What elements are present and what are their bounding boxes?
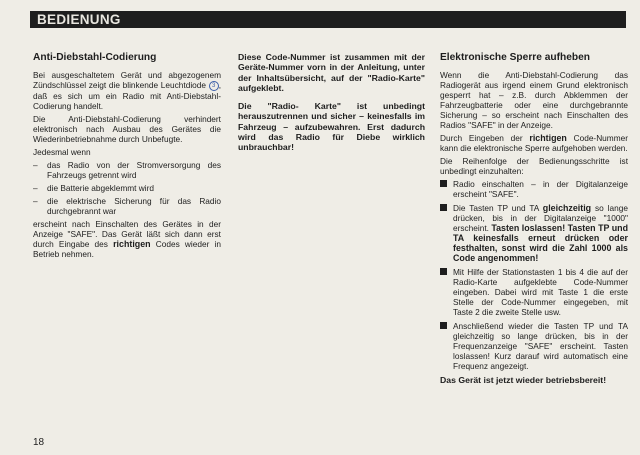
enter-code-text-b: Code-Nummer kann die elektronische Sperre aufgehoben werden. bbox=[440, 133, 628, 153]
step-text: Radio einschalten – in der Digitalanzeige erscheint "SAFE". bbox=[453, 179, 628, 199]
paragraph-ready: Das Gerät ist jetzt wieder betriebsbereit! bbox=[440, 375, 607, 385]
paragraph-locked: Wenn die Anti-Diebstahl-Codierung das Radiogerät aus irgend einem Grund elektronisch gesperrt hat – z.B. durch Abklemmen der Fahrzeugbatterie oder eine durchgebrannte Sicherung – so erscheint nach Einschalten des Radios "SAFE" in der Anzeige. bbox=[440, 70, 628, 130]
paragraph-every-time: Jedesmal wenn bbox=[33, 146, 91, 157]
dash-marker: – bbox=[33, 182, 38, 193]
step-item bbox=[440, 203, 628, 263]
list-item-text: die elektrische Sicherung für das Radio durchgebrannt war bbox=[47, 195, 221, 216]
step-text: Mit Hilfe der Stationstasten 1 bis 4 die auf der Radio-Karte aufgeklebte Code-Nummer eingeben. Dabei wird mit Taste 1 die erste Stelle der Code-Nummer eingegeben, mit Taste 2 die zweite Stelle usw. bbox=[453, 267, 628, 317]
enter-code-bold: richtigen bbox=[529, 133, 567, 143]
list-item bbox=[33, 183, 221, 193]
heading-unlock: Elektronische Sperre aufheben bbox=[440, 52, 591, 63]
step2-text-a: Die Tasten TP und TA bbox=[453, 203, 539, 213]
section-title: BEDIENUNG bbox=[37, 12, 121, 27]
list-item bbox=[33, 160, 221, 180]
intro-text-b: , daß es sich um ein Radio mit Anti-Diebstahl-Codierung handelt. bbox=[33, 80, 221, 111]
column-anti-theft bbox=[33, 52, 221, 262]
square-bullet-icon bbox=[440, 180, 449, 199]
paragraph-order: Die Reihenfolge der Bedienungsschritte ist unbedingt einzuhalten: bbox=[440, 156, 628, 176]
paragraph-function: Die Anti-Diebstahl-Codierung verhindert elektronisch nach Ausbau des Gerätes die Wiederinbetriebnahme durch Unbefugte. bbox=[33, 113, 221, 144]
dash-marker: – bbox=[33, 159, 38, 170]
dash-marker: – bbox=[33, 195, 38, 206]
paragraph-radio-card-warning: Die "Radio- Karte" ist unbedingt herauszutrennen und sicher – keinesfalls im Fahrzeug – aufzubewahren. Erst dadurch wird das Radio für Diebe wirklich unbrauchbar! bbox=[238, 101, 425, 153]
list-item bbox=[33, 196, 221, 216]
list-item-text: die Batterie abgeklemmt wird bbox=[47, 182, 154, 193]
step-item bbox=[440, 267, 628, 317]
safe-text-bold: richtigen bbox=[113, 238, 151, 249]
step-item bbox=[440, 321, 628, 371]
square-bullet-icon bbox=[440, 204, 449, 263]
led-reference-marker: 3 bbox=[209, 81, 219, 91]
safe-text-b: Codes wieder in Betrieb nehmen. bbox=[33, 238, 221, 259]
step2-warning: Tasten loslassen! Tasten TP und TA keinesfalls erneut drücken oder festhalten, sonst wird die Zahl 1000 als Code angenommen! bbox=[453, 223, 628, 263]
list-item-text: das Radio von der Stromversorgung des Fahrzeugs getrennt wird bbox=[47, 159, 221, 180]
paragraph-intro bbox=[33, 70, 221, 111]
safe-text-a: erscheint nach Einschalten des Gerätes in der Anzeige "SAFE". Das Gerät läßt sich dann erst durch Eingabe des bbox=[33, 218, 221, 249]
paragraph-enter-code bbox=[440, 133, 628, 153]
step-item bbox=[440, 179, 628, 199]
heading-anti-theft: Anti-Diebstahl-Codierung bbox=[33, 52, 157, 63]
step2-bold-a: gleichzeitig bbox=[542, 203, 592, 213]
square-bullet-icon bbox=[440, 268, 449, 317]
paragraph-code-number: Diese Code-Nummer ist zusammen mit der Geräte-Nummer vorn in der Anleitung, unter der Inhaltsübersicht, auf der "Radio-Karte" aufgeklebt. bbox=[238, 52, 425, 93]
step-text: Anschließend wieder die Tasten TP und TA gleichzeitig so lange drücken, bis in der Frequenzanzeige "SAFE" erscheint. Tasten loslassen! Kurz darauf wird automatisch eine Frequenz angezeigt. bbox=[453, 321, 628, 371]
square-bullet-icon bbox=[440, 322, 449, 371]
step-text bbox=[453, 203, 628, 263]
intro-text-a: Bei ausgeschaltetem Gerät und abgezogenem Zündschlüssel zeigt die blinkende Leuchtdiode bbox=[33, 70, 221, 90]
enter-code-text-a: Durch Eingeben der bbox=[440, 133, 523, 143]
column-unlock bbox=[440, 52, 628, 393]
step2-text-b: so lange drücken, bis in der Digitalanzeige "1000" erscheint. bbox=[453, 203, 628, 233]
column-code-card bbox=[238, 52, 425, 161]
page-number: 18 bbox=[33, 437, 45, 448]
paragraph-safe-display bbox=[33, 219, 221, 259]
